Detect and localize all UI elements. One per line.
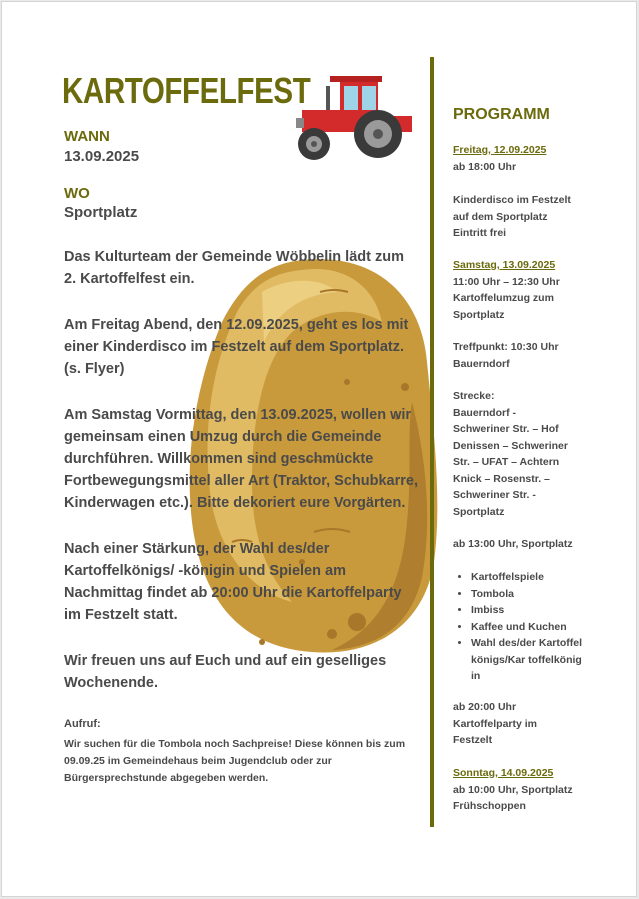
route-line: Denissen – Schweriner	[453, 439, 568, 452]
route-line: Schweriner Str. -	[453, 489, 536, 501]
saturday-block	[453, 257, 583, 323]
programm-title: PROGRAMM	[453, 106, 550, 123]
where-value: Sportplatz	[64, 204, 138, 221]
route-line: Str. – UFAT – Achtern	[453, 456, 560, 468]
saturday-event-line: Kartoffelumzug zum	[453, 292, 554, 304]
column-divider	[430, 57, 434, 827]
list-item: • Kartoffelspiele	[471, 569, 583, 586]
list-item: • Imbiss	[471, 602, 583, 619]
saturday-date: Samstag, 13.09.2025	[453, 259, 556, 271]
afternoon-paragraph: Nach einer Stärkung, der Wahl des/der Kartoffelkönigs/ -königin und Spielen am Nachmittag findet ab 20:00 Uhr die Kartoffelparty im Festzelt statt.	[64, 541, 402, 623]
flyer-page	[1, 1, 637, 897]
sunday-time: ab 10:00 Uhr, Sportplatz	[453, 783, 573, 796]
list-item: • Kaffee und Kuchen	[471, 619, 583, 636]
saturday-event-line: Sportplatz	[453, 308, 505, 321]
when-label: WANN	[64, 128, 110, 145]
page-title: KARTOFFELFEST	[62, 70, 311, 111]
friday-paragraph: Am Freitag Abend, den 12.09.2025, geht es los mit einer Kinderdisco im Festzelt auf dem Sportplatz. (s. Flyer)	[64, 317, 409, 377]
sunday-event: Frühschoppen	[453, 800, 526, 812]
route-line: Schweriner Str. – Hof	[453, 423, 559, 435]
meeting-line: Treffpunkt: 10:30 Uhr	[453, 341, 559, 353]
intro-paragraph: Das Kulturteam der Gemeinde Wöbbelin lädt zum 2. Kartoffelfest ein.	[64, 249, 404, 287]
route-label: Strecke:	[453, 390, 495, 402]
aufruf-text: Wir suchen für die Tombola noch Sachpreise! Diese können bis zum 09.09.25 im Gemeindehaus beim Jugendclub oder zur Bürgersprechstunde abgegeben werden.	[64, 738, 406, 784]
route-line: Bauerndorf -	[453, 406, 516, 419]
list-item: • Tombola	[471, 586, 583, 603]
afternoon-time: ab 13:00 Uhr, Sportplatz	[453, 538, 573, 550]
saturday-paragraph: Am Samstag Vormittag, den 13.09.2025, wollen wir gemeinsam einen Umzug durch die Gemeinde durchführen. Willkommen sind geschmückte Fortbewegungsmittel aller Art (Traktor, Schubkarre, Kinderwagen etc.). Bitte dekoriert eure Vorgärten.	[64, 407, 418, 511]
activity-list	[453, 569, 583, 685]
meeting-point	[453, 339, 583, 372]
friday-event-line: auf dem Sportplatz	[453, 210, 548, 223]
closing-paragraph: Wir freuen uns auf Euch und auf ein geselliges Wochenende.	[64, 653, 387, 691]
where-label: WO	[64, 185, 90, 202]
route-block	[453, 388, 583, 520]
friday-event-line: Eintritt frei	[453, 227, 507, 239]
route-line: Sportplatz	[453, 505, 505, 518]
friday-time: ab 18:00 Uhr	[453, 160, 517, 173]
friday-event-line: Kinderdisco im Festzelt	[453, 194, 571, 206]
aufruf-title: Aufruf:	[64, 718, 101, 730]
friday-date: Freitag, 12.09.2025	[453, 144, 547, 156]
evening-line: Festzelt	[453, 734, 493, 746]
route-line: Knick – Rosenstr. –	[453, 472, 550, 485]
list-item: • Wahl des/der Kartoffelkönigs/Kar toffelkönigin	[471, 635, 583, 685]
sunday-date: Sonntag, 14.09.2025	[453, 767, 554, 779]
meeting-line: Bauerndorf	[453, 357, 510, 370]
evening-line: ab 20:00 Uhr	[453, 701, 517, 713]
when-value: 13.09.2025	[64, 148, 140, 165]
sunday-block	[453, 765, 583, 815]
evening-line: Kartoffelparty im	[453, 717, 538, 730]
friday-event	[453, 192, 583, 242]
evening-block	[453, 699, 583, 749]
friday-block	[453, 142, 583, 175]
saturday-time: 11:00 Uhr – 12:30 Uhr	[453, 275, 560, 288]
